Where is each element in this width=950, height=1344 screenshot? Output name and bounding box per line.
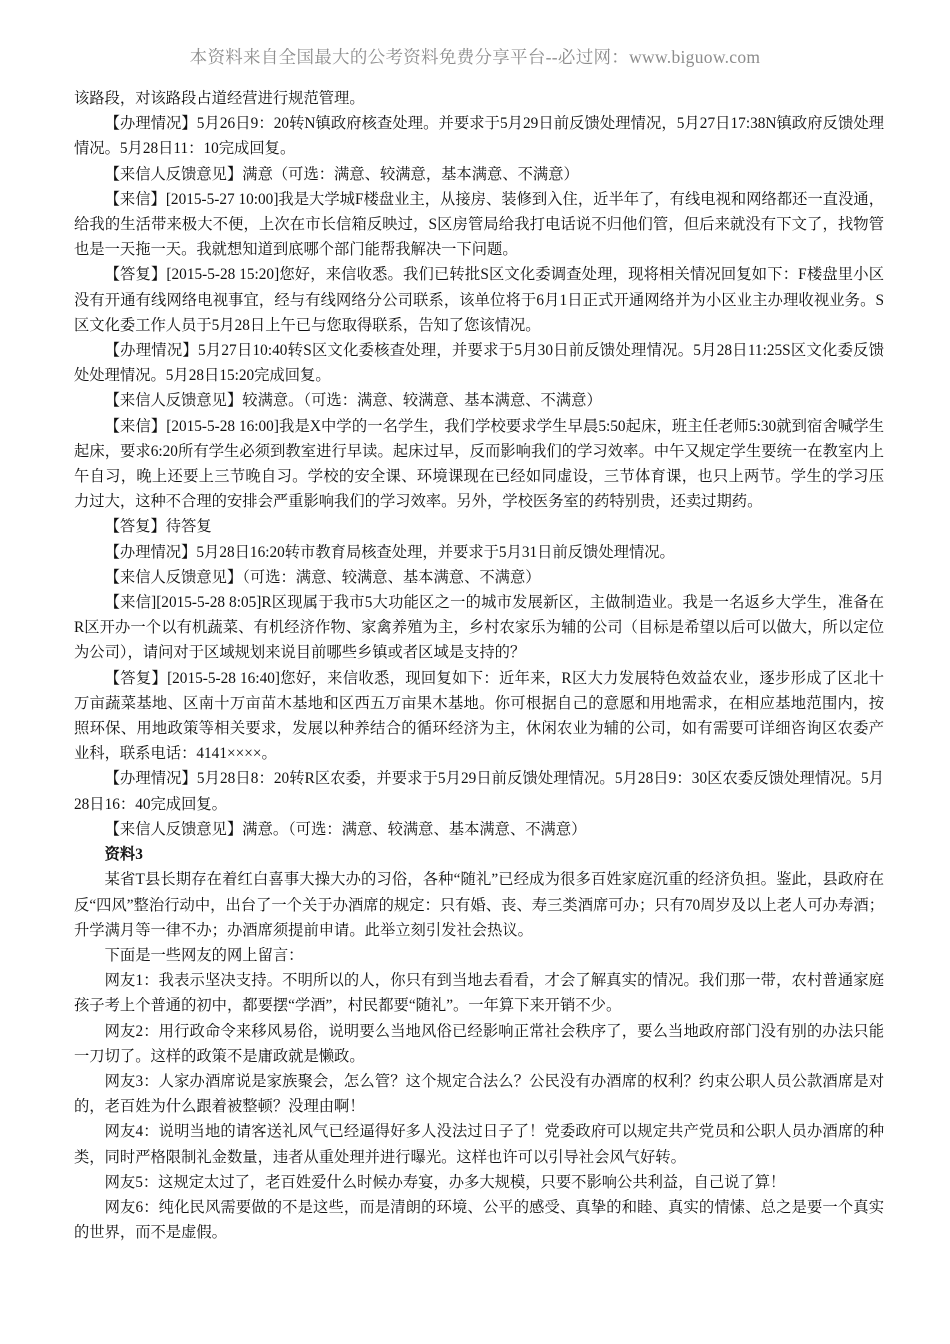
paragraph-letter: 【来信][2015-5-28 8:05]R区现属于我市5大功能区之一的城市发展新区，主做制造业。我是一名返乡大学生，准备在R区开办一个以有机蔬菜、有机经济作物、家禽养殖为主，乡村农家乐为辅的公司（目标是希望以后可以做大，所以定位为公司），请问对于区域规划来说目前哪些乡镇或者区域是支持的？: [74, 594, 884, 662]
paragraph-netizen-comment: 网友3：人家办酒席说是家族聚会，怎么管？这个规定合法么？公民没有办酒席的权利？约束公职人员公款酒席是对的，老百姓为什么跟着被整顿？没理由啊！: [74, 1072, 884, 1116]
paragraph-reply: 【答复】待答复: [104, 518, 212, 536]
paragraph-feedback: 【来信人反馈意见】满意。（可选：满意、较满意、基本满意、不满意）: [104, 820, 587, 838]
paragraph-handling-status: 【办理情况】5月26日9：20转N镇政府核查处理。并要求于5月29日前反馈处理情况，5月27日17:38N镇政府反馈处理情况。5月28日11：10完成回复。: [74, 115, 884, 158]
paragraph-handling-status: 【办理情况】5月28日16:20转市教育局核查处理，并要求于5月31日前反馈处理情况。: [104, 543, 675, 561]
paragraph-feedback: 【来信人反馈意见】满意（可选：满意、较满意，基本满意、不满意）: [104, 165, 579, 183]
paragraph-handling-status: 【办理情况】5月27日10:40转S区文化委核查处理，并要求于5月30日前反馈处理情况。5月28日11:25S区文化委反馈处处理情况。5月28日15:20完成回复。: [74, 342, 884, 385]
paragraph-feedback: 【来信人反馈意见】（可选：满意、较满意、基本满意、不满意）: [104, 568, 541, 586]
paragraph-feedback: 【来信人反馈意见】较满意。（可选：满意、较满意、基本满意、不满意）: [104, 392, 602, 410]
paragraph-reply: 【答复】[2015-5-28 15:20]您好，来信收悉。我们已转批S区文化委调查处理，现将相关情况回复如下：F楼盘里小区没有开通有线网络电视事宜，经与有线网络分公司联系，该单位将于6月1日正式开通网络并为小区业主办理收视业务。S区文化委工作人员于5月28日上午已与您取得联系，告知了您该情况。: [74, 266, 884, 334]
paragraph-netizen-comment: 网友6：纯化民风需要做的不是这些，而是清朗的环境、公平的感受、真挚的和睦、真实的情愫、总之是要一个真实的世界，而不是虚假。: [74, 1198, 884, 1242]
paragraph-netizen-comment: 网友1：我表示坚决支持。不明所以的人，你只有到当地去看看，才会了解真实的情况。我们那一带，农村普通家庭孩子考上个普通的初中，都要摆“学酒”，村民都要“随礼”。一年算下来开销不少。: [74, 972, 884, 1015]
paragraph-letter: 【来信】[2015-5-28 16:00]我是X中学的一名学生，我们学校要求学生早晨5:50起床，班主任老师5:30就到宿舍喊学生起床，要求6:20所有学生必须到教室进行早读。起床过早，反而影响我们的学习效率。中午又规定学生要统一在教室内上午自习，晚上还要上三节晚自习。学校的安全课、环境课现在已经如同虚设，三节体育课，也只上两节。学生的学习压力过大，这种不合理的安排会严重影响我们的学习效率。另外，学校医务室的药特别贵，还卖过期药。: [74, 417, 884, 511]
paragraph-netizen-comment: 网友4：说明当地的请客送礼风气已经逼得好多人没法过日子了！党委政府可以规定共产党员和公职人员办酒席的种类，同时严格限制礼金数量，违者从重处理并进行曝光。这样也许可以引导社会风气好转。: [74, 1123, 884, 1166]
document-body: [74, 86, 884, 1245]
paragraph-intro: 下面是一些网友的网上留言：: [104, 946, 304, 964]
paragraph-netizen-comment: 网友5：这规定太过了，老百姓爱什么时候办寿宴，办多大规模，只要不影响公共利益，自己说了算！: [104, 1173, 786, 1191]
section-title-material-3: 资料3: [104, 846, 143, 864]
paragraph-netizen-comment: 网友2：用行政命令来移风易俗，说明要么当地风俗已经影响正常社会秩序了，要么当地政府部门没有别的办法只能一刀切了。这样的政策不是庸政就是懒政。: [74, 1022, 884, 1065]
paragraph-handling-status: 【办理情况】5月28日8：20转R区农委，并要求于5月29日前反馈处理情况。5月28日9：30区农委反馈处理情况。5月28日16：40完成回复。: [74, 770, 884, 813]
paragraph-intro: 某省T县长期存在着红白喜事大操大办的习俗，各种“随礼”已经成为很多百姓家庭沉重的经济负担。鉴此，县政府在反“四风”整治行动中，出台了一个关于办酒席的规定：只有婚、丧、寿三类酒席可办；只有70周岁及以上老人可办寿酒；升学满月等一律不办；办酒席须提前申请。此举立刻引发社会热议。: [74, 871, 884, 939]
page-header-source-note: 本资料来自全国最大的公考资料免费分享平台--必过网：www.biguow.com: [189, 47, 761, 67]
paragraph-reply: 【答复】[2015-5-28 16:40]您好，来信收悉，现回复如下：近年来，R区大力发展特色效益农业，逐步形成了区北十万亩蔬菜基地、区南十万亩苗木基地和区西五万亩果木基地。你可根据自己的意愿和用地需求，在相应基地范围内，按照环保、用地政策等相关要求，发展以种养结合的循环经济为主，休闲农业为辅的公司，如有需要可详细咨询区农委产业科，联系电话：4141××××。: [74, 669, 884, 763]
paragraph-letter: 【来信】[2015-5-27 10:00]我是大学城F楼盘业主，从接房、装修到入住，近半年了，有线电视和网络都还一直没通，给我的生活带来极大不便，上次在市长信箱反映过，S区房管局给我打电话说不归他们管，但后来就没有下文了，找物管也是一天拖一天。我就想知道到底哪个部门能帮我解决一下问题。: [74, 190, 884, 259]
paragraph-continuation: 该路段，对该路段占道经营进行规范管理。: [74, 90, 365, 107]
